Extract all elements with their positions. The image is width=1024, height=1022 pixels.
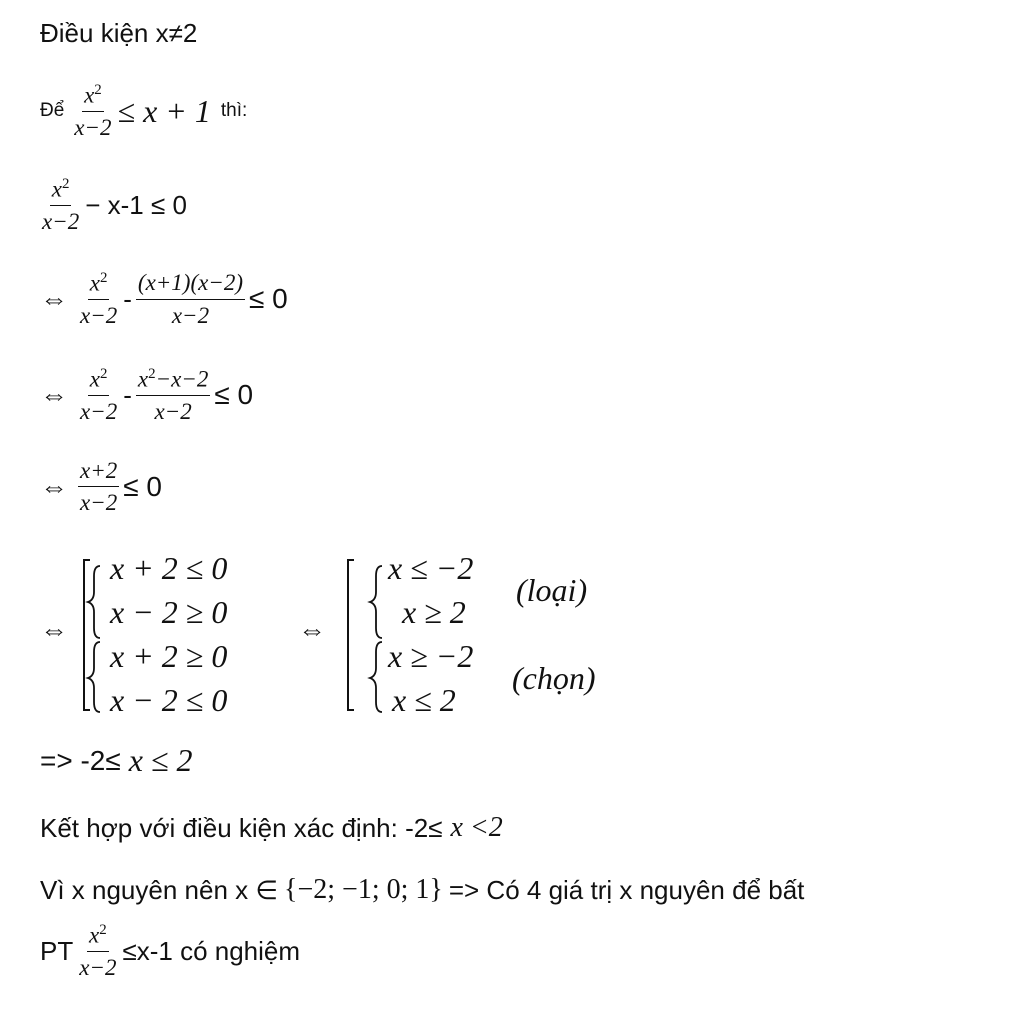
fraction bbox=[77, 922, 118, 980]
step-3 bbox=[40, 366, 253, 424]
relation: ≤ 0 bbox=[123, 470, 162, 502]
right-ineq-1: x ≤ −2 bbox=[388, 550, 474, 586]
note-accepted: (chọn) bbox=[512, 660, 596, 696]
condition-text: Điều kiện x≠2 bbox=[40, 18, 198, 48]
minus: - bbox=[123, 379, 132, 410]
numerator-a: x bbox=[137, 366, 149, 392]
inequality-statement bbox=[40, 82, 247, 140]
relation: ≤ 0 bbox=[214, 379, 254, 411]
equivalence-symbol-2: ⇔ bbox=[298, 614, 326, 645]
integer-suffix: => Có 4 giá trị x nguyên để bất bbox=[448, 874, 805, 905]
integer-prefix: Vì x nguyên nên x ∈ bbox=[40, 874, 279, 905]
fraction bbox=[72, 82, 113, 140]
fraction bbox=[78, 458, 119, 516]
suffix-text: thì: bbox=[220, 100, 248, 122]
result-expr: x ≤ 2 bbox=[128, 742, 193, 778]
equivalence-symbol: ⇔ bbox=[40, 470, 68, 502]
equivalence-symbol: ⇔ bbox=[40, 283, 68, 315]
combined-expr: x <2 bbox=[450, 812, 503, 843]
right-ineq-3: x ≥ −2 bbox=[388, 638, 474, 674]
step-4 bbox=[40, 458, 162, 516]
minus: - bbox=[123, 283, 132, 314]
denominator: x−2 bbox=[80, 398, 118, 424]
right-ineq-4: x ≤ 2 bbox=[392, 682, 456, 718]
exponent: 2 bbox=[99, 270, 108, 286]
numerator-b: −x−2 bbox=[155, 366, 209, 392]
numerator: x bbox=[84, 82, 95, 108]
denominator: x−2 bbox=[80, 490, 118, 516]
final-line bbox=[40, 922, 300, 980]
equivalence-symbol: ⇔ bbox=[40, 379, 68, 411]
numerator: x bbox=[89, 922, 100, 948]
combined-text: Kết hợp với điều kiện xác định: -2≤ bbox=[40, 812, 443, 843]
numerator: x bbox=[89, 366, 100, 392]
final-suffix: ≤x-1 có nghiệm bbox=[122, 935, 301, 966]
fraction-1 bbox=[78, 270, 119, 328]
numerator: x bbox=[89, 270, 100, 296]
exponent: 2 bbox=[61, 176, 70, 192]
denominator: x−2 bbox=[79, 954, 117, 980]
integer-line bbox=[40, 874, 804, 906]
denominator: x−2 bbox=[80, 302, 118, 328]
denominator: x−2 bbox=[74, 114, 112, 140]
final-prefix: PT bbox=[40, 935, 74, 966]
integer-set: {−2; −1; 0; 1} bbox=[284, 874, 443, 905]
exponent: 2 bbox=[99, 922, 107, 938]
note-rejected: (loại) bbox=[516, 572, 588, 608]
result-prefix: => -2≤ bbox=[40, 744, 121, 776]
relation: ≤ x + 1 bbox=[117, 92, 211, 129]
numerator: x+2 bbox=[78, 458, 119, 487]
condition-line bbox=[40, 18, 197, 49]
step-1 bbox=[40, 176, 187, 234]
exponent: 2 bbox=[148, 366, 156, 382]
relation: ≤ 0 bbox=[249, 283, 288, 315]
result-line bbox=[40, 742, 193, 779]
exponent: 2 bbox=[99, 366, 108, 382]
fraction-1 bbox=[78, 366, 119, 424]
denominator: x−2 bbox=[171, 302, 210, 328]
exponent: 2 bbox=[94, 82, 102, 98]
numerator: x bbox=[51, 176, 62, 202]
fraction-2 bbox=[136, 366, 210, 424]
denominator: x−2 bbox=[42, 208, 80, 234]
step-2 bbox=[40, 270, 288, 328]
rest: − x-1 ≤ 0 bbox=[85, 189, 187, 220]
fraction bbox=[40, 176, 81, 234]
fraction-2 bbox=[136, 270, 245, 328]
left-ineq-2: x − 2 ≥ 0 bbox=[110, 594, 228, 630]
left-ineq-1: x + 2 ≤ 0 bbox=[110, 550, 228, 586]
combined-line bbox=[40, 812, 503, 844]
left-ineq-3: x + 2 ≥ 0 bbox=[110, 638, 228, 674]
numerator: (x+1)(x−2) bbox=[136, 270, 245, 299]
equivalence-symbol-1: ⇔ bbox=[40, 614, 68, 645]
left-ineq-4: x − 2 ≤ 0 bbox=[110, 682, 228, 718]
right-ineq-2: x ≥ 2 bbox=[402, 594, 466, 630]
prefix-text: Để bbox=[40, 100, 65, 122]
denominator: x−2 bbox=[154, 398, 192, 424]
